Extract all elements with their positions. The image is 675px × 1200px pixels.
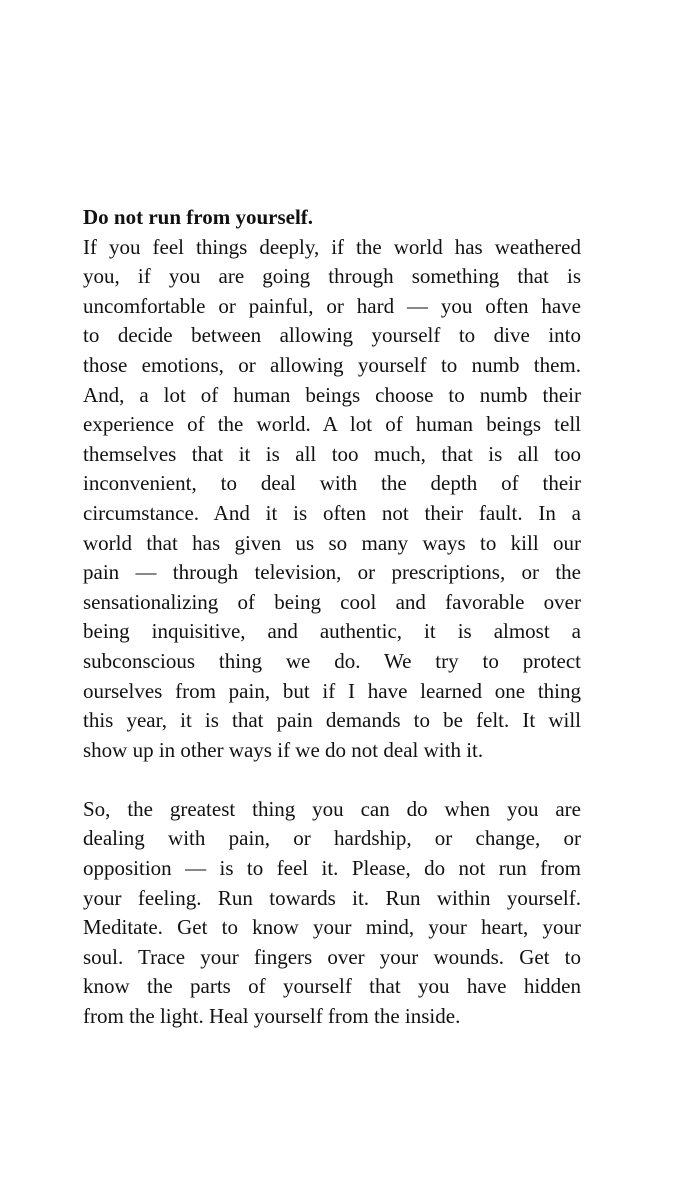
text-line: opposition — is to feel it. Please, do not run from xyxy=(83,856,581,881)
text-line: circumstance. And it is often not their fault. In a xyxy=(83,500,581,525)
text-line: So, the greatest thing you can do when you are xyxy=(83,796,581,821)
text-line: know the parts of yourself that you have hidden xyxy=(83,974,581,999)
text-line: to decide between allowing yourself to dive into xyxy=(83,323,581,348)
text-line: themselves that it is all too much, that is all too xyxy=(83,441,581,466)
text-line: your feeling. Run towards it. Run within yourself. xyxy=(83,885,581,910)
text-line: world that has given us so many ways to kill our xyxy=(83,530,581,555)
text-line: this year, it is that pain demands to be felt. It will xyxy=(83,708,581,733)
text-line: being inquisitive, and authentic, it is almost a xyxy=(83,619,581,644)
body-text xyxy=(83,233,581,1032)
text-line: And, a lot of human beings choose to numb their xyxy=(83,382,581,407)
text-line: soul. Trace your fingers over your wounds. Get to xyxy=(83,944,581,969)
text-line: sensationalizing of being cool and favorable over xyxy=(83,589,581,614)
text-line: pain — through television, or prescriptions, or the xyxy=(83,560,581,585)
page-title: Do not run from yourself. xyxy=(83,205,314,229)
text-page xyxy=(83,203,581,1032)
paragraph xyxy=(83,795,581,1032)
text-line: subconscious thing we do. We try to protect xyxy=(83,648,581,673)
text-line: If you feel things deeply, if the world has weathered xyxy=(83,234,581,259)
text-line: uncomfortable or painful, or hard — you often have xyxy=(83,293,581,318)
text-line: inconvenient, to deal with the depth of their xyxy=(83,471,581,496)
text-line: Meditate. Get to know your mind, your heart, your xyxy=(83,915,581,940)
paragraph xyxy=(83,233,581,766)
text-line: from the light. Heal yourself from the inside. xyxy=(83,1004,461,1029)
text-line: show up in other ways if we do not deal with it. xyxy=(83,737,484,762)
text-line: experience of the world. A lot of human beings tell xyxy=(83,412,581,437)
text-line: you, if you are going through something that is xyxy=(83,264,581,289)
text-line: ourselves from pain, but if I have learned one thing xyxy=(83,678,581,703)
text-line: those emotions, or allowing yourself to numb them. xyxy=(83,352,581,377)
text-line: dealing with pain, or hardship, or change, or xyxy=(83,826,581,851)
